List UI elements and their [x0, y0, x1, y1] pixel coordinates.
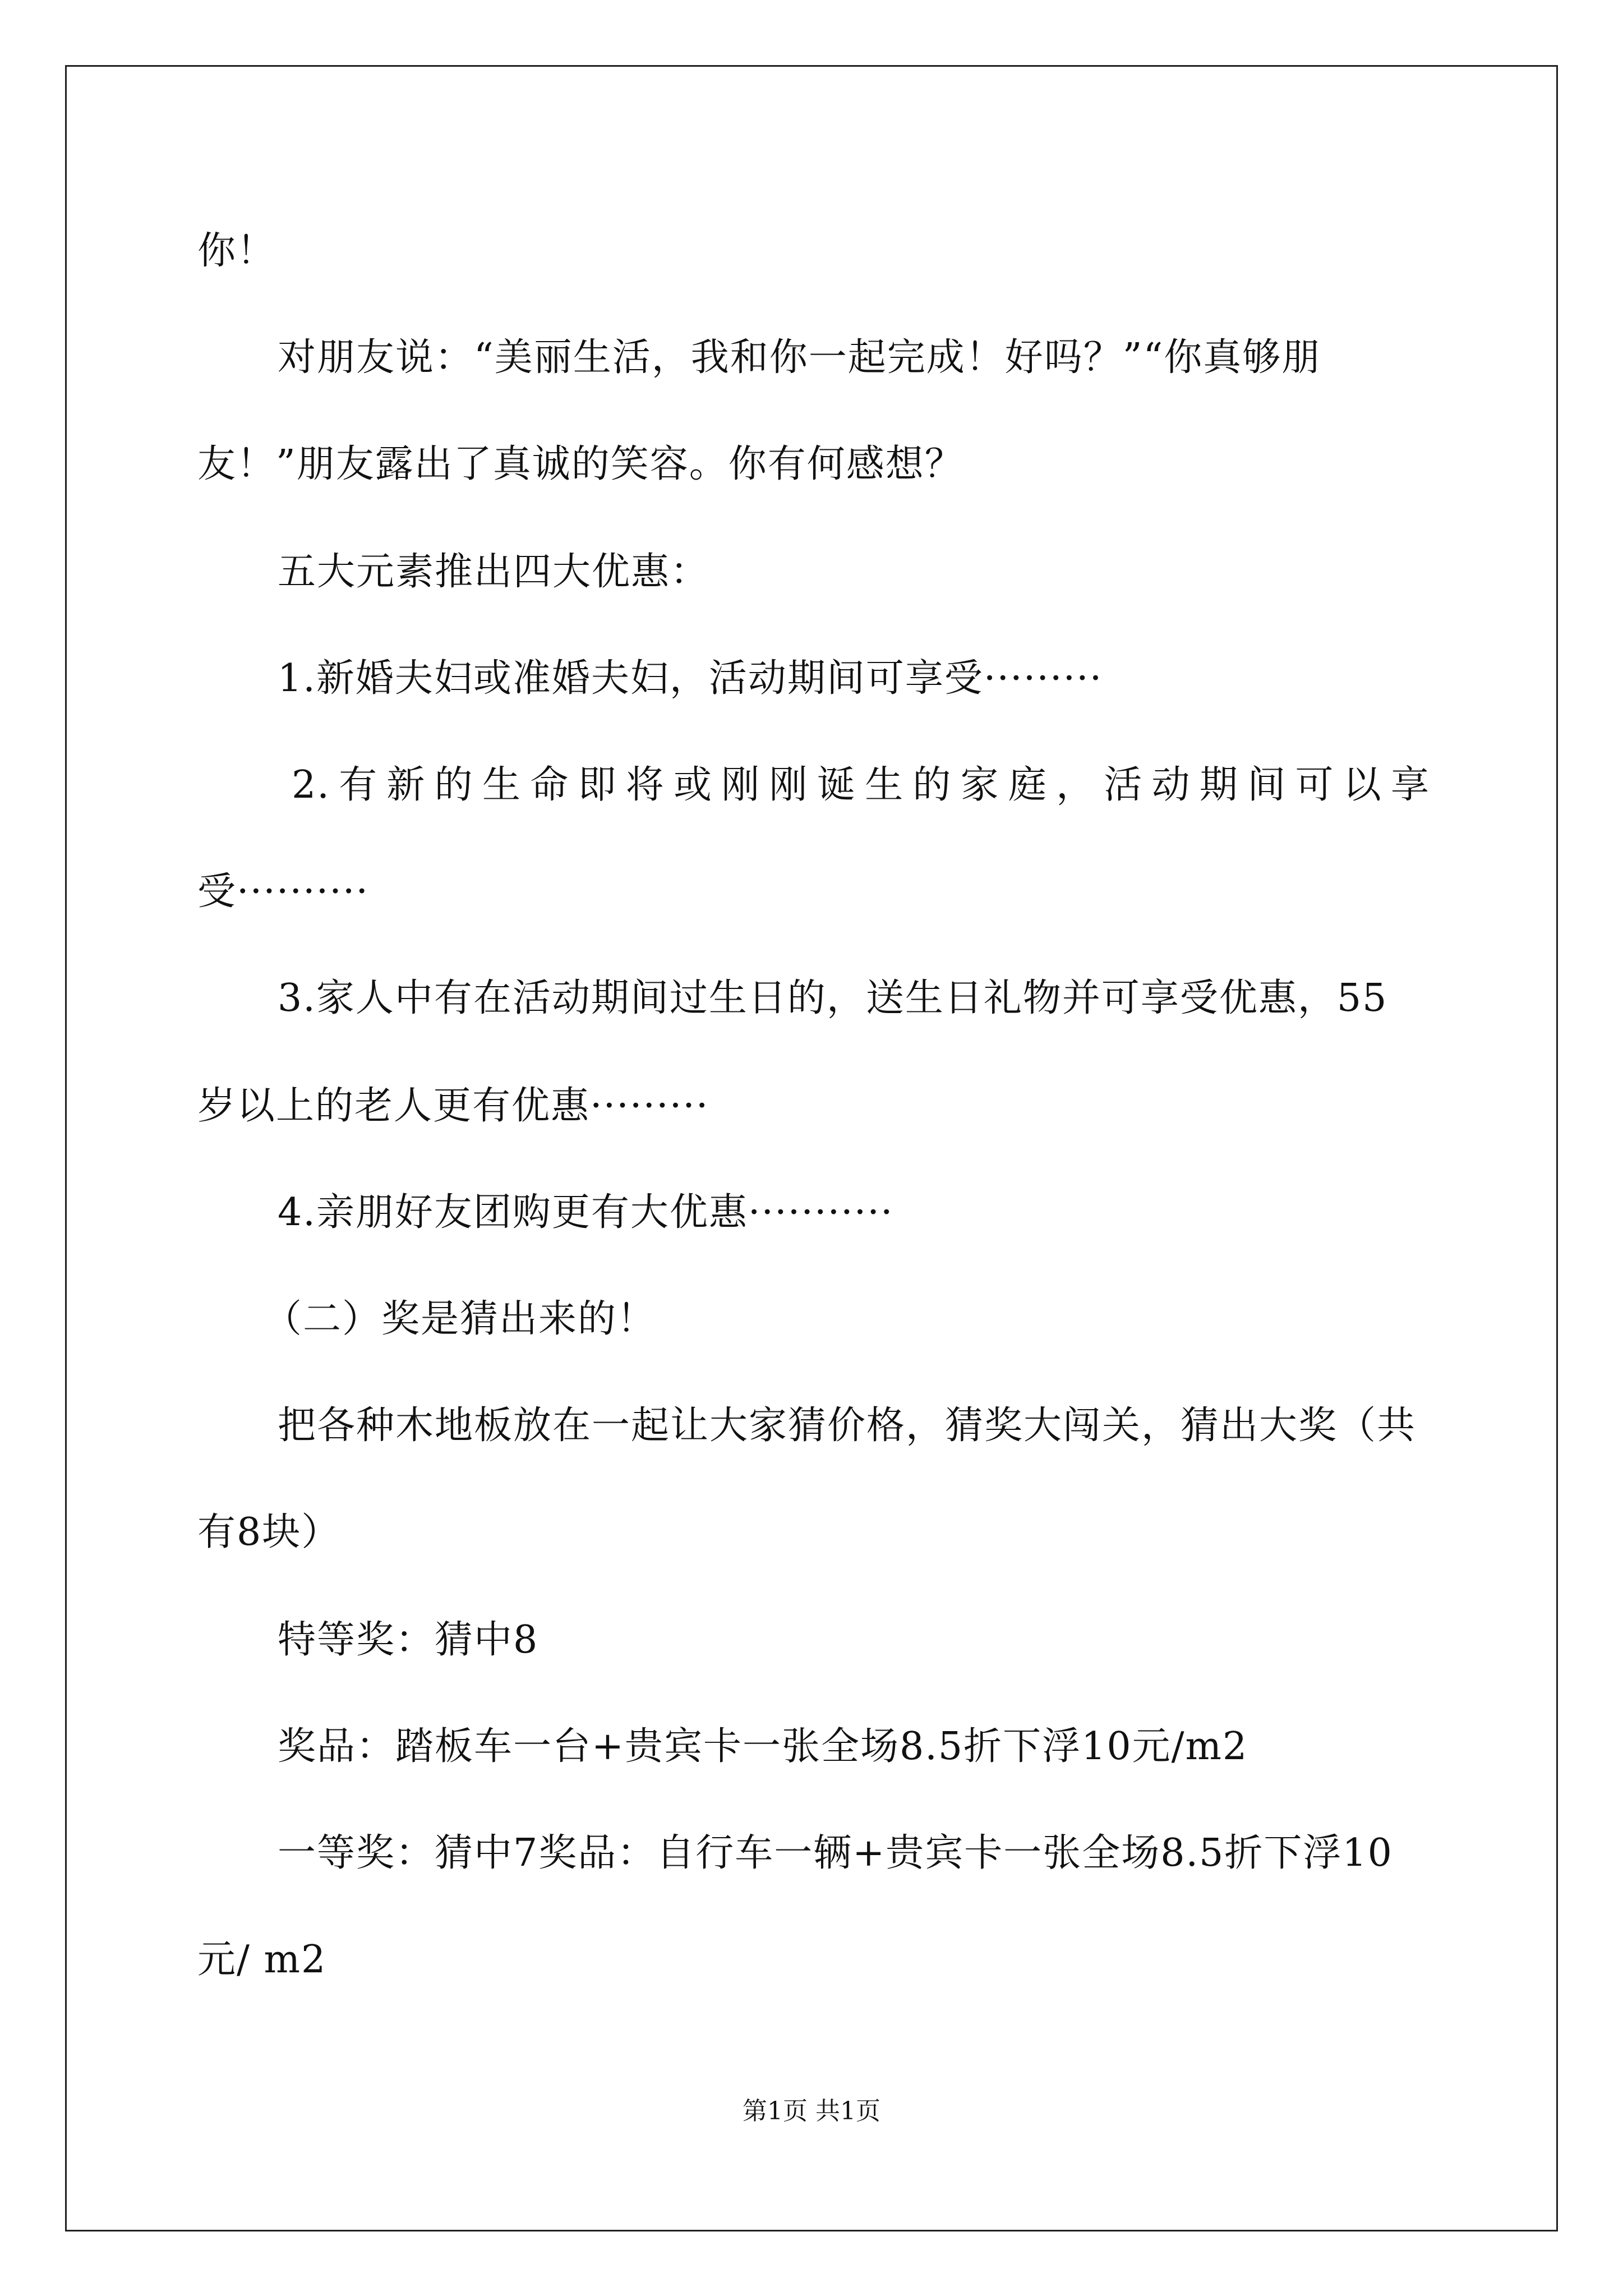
- paragraph-line: 对朋友说：“美丽生活，我和你一起完成！好吗？”“你真够朋: [278, 335, 1321, 380]
- page-border: [65, 65, 1558, 2231]
- paragraph-line: 把各种木地板放在一起让大家猜价格，猜奖大闯关，猜出大奖（共: [278, 1404, 1417, 1448]
- paragraph-line: 元/ m2: [197, 1938, 327, 1982]
- list-item: 4.亲朋好友团购更有大优惠···········: [278, 1190, 894, 1235]
- paragraph-line: 一等奖：猜中7奖品：自行车一辆+贵宾卡一张全场8.5折下浮10: [278, 1831, 1393, 1875]
- paragraph-line: 友！”朋友露出了真诚的笑容。你有何感想？: [197, 442, 964, 486]
- page-footer: 第1页 共1页: [743, 2097, 880, 2125]
- section-heading: （二）奖是猜出来的！: [264, 1297, 657, 1341]
- paragraph-line: 岁以上的老人更有优惠·········: [197, 1084, 709, 1128]
- list-item: 2.有新的生命即将或刚刚诞生的家庭，活动期间可以享: [292, 763, 1430, 807]
- paragraph-line: 奖品：踏板车一台+贵宾卡一张全场8.5折下浮10元/m2: [278, 1724, 1248, 1769]
- list-item: 3.家人中有在活动期间过生日的，送生日礼物并可享受优惠，55: [278, 976, 1388, 1020]
- list-item: 1.新婚夫妇或准婚夫妇，活动期间可享受·········: [278, 656, 1103, 701]
- paragraph-line: 受··········: [197, 869, 370, 914]
- paragraph-line: 你！: [197, 229, 276, 273]
- paragraph-line: 五大元素推出四大优惠：: [278, 550, 710, 594]
- paragraph-line: 特等奖：猜中8: [278, 1618, 539, 1662]
- paragraph-line: 有8块）: [197, 1510, 341, 1554]
